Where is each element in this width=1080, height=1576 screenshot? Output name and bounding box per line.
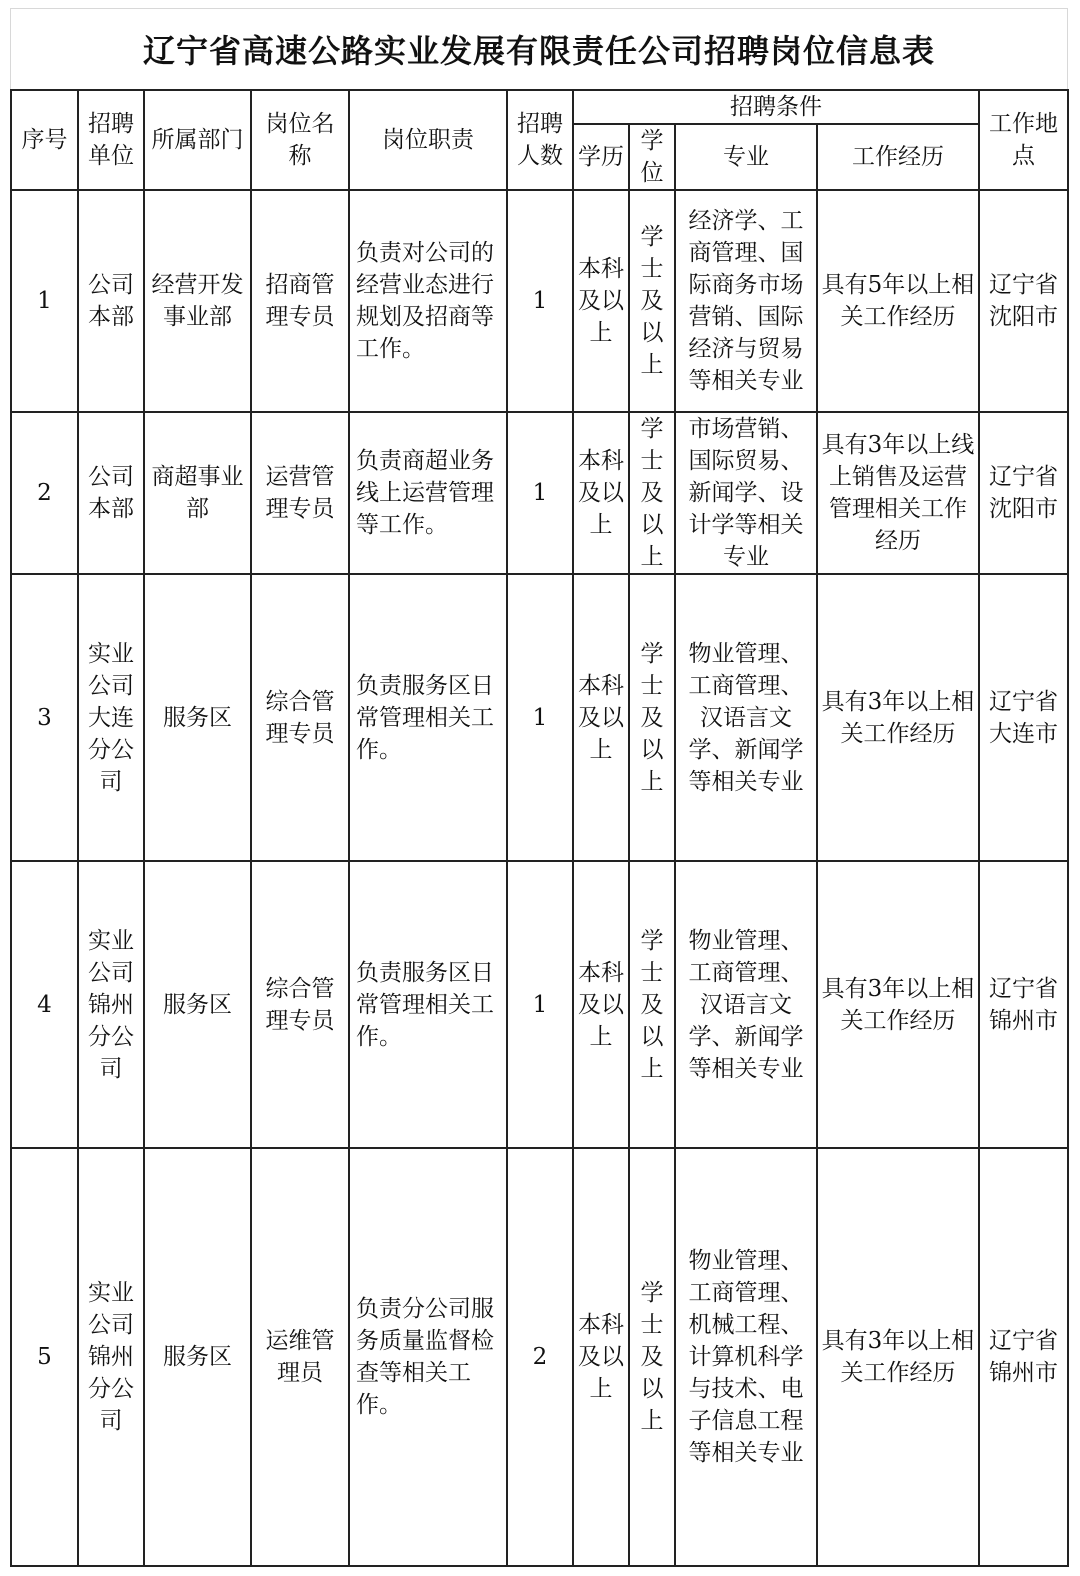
cell-education: 本科及以上 xyxy=(573,861,629,1148)
cell-unit: 实业公司锦州分公司 xyxy=(78,861,144,1148)
cell-seq: 4 xyxy=(11,861,78,1148)
cell-position: 招商管理专员 xyxy=(251,190,349,412)
table-row xyxy=(11,190,1068,412)
recruitment-table xyxy=(10,89,1069,1567)
header-position: 岗位名称 xyxy=(251,90,349,190)
header-education: 学历 xyxy=(573,124,629,190)
cell-degree: 学士及以上 xyxy=(629,1148,675,1566)
table-row xyxy=(11,412,1068,574)
cell-education: 本科及以上 xyxy=(573,574,629,861)
cell-count: 1 xyxy=(507,574,573,861)
cell-degree: 学士及以上 xyxy=(629,412,675,574)
header-major: 专业 xyxy=(675,124,817,190)
cell-education: 本科及以上 xyxy=(573,190,629,412)
cell-major: 经济学、工商管理、国际商务市场营销、国际经济与贸易等相关专业 xyxy=(675,190,817,412)
cell-unit: 实业公司锦州分公司 xyxy=(78,1148,144,1566)
cell-experience: 具有3年以上相关工作经历 xyxy=(817,861,979,1148)
cell-seq: 2 xyxy=(11,412,78,574)
header-dept: 所属部门 xyxy=(144,90,251,190)
cell-duty: 负责对公司的经营业态进行规划及招商等工作。 xyxy=(349,190,507,412)
header-degree: 学位 xyxy=(629,124,675,190)
header-unit: 招聘单位 xyxy=(78,90,144,190)
cell-position: 综合管理专员 xyxy=(251,574,349,861)
cell-location: 辽宁省锦州市 xyxy=(979,861,1068,1148)
header-experience: 工作经历 xyxy=(817,124,979,190)
cell-experience: 具有5年以上相关工作经历 xyxy=(817,190,979,412)
cell-experience: 具有3年以上相关工作经历 xyxy=(817,574,979,861)
cell-seq: 1 xyxy=(11,190,78,412)
cell-dept: 服务区 xyxy=(144,1148,251,1566)
cell-degree: 学士及以上 xyxy=(629,574,675,861)
cell-experience: 具有3年以上线上销售及运营管理相关工作经历 xyxy=(817,412,979,574)
header-seq: 序号 xyxy=(11,90,78,190)
cell-position: 综合管理专员 xyxy=(251,861,349,1148)
cell-duty: 负责分公司服务质量监督检查等相关工作。 xyxy=(349,1148,507,1566)
cell-major: 物业管理、工商管理、机械工程、计算机科学与技术、电子信息工程等相关专业 xyxy=(675,1148,817,1566)
cell-location: 辽宁省锦州市 xyxy=(979,1148,1068,1566)
cell-dept: 商超事业部 xyxy=(144,412,251,574)
cell-degree: 学士及以上 xyxy=(629,190,675,412)
header-row-top xyxy=(11,90,1068,124)
cell-duty: 负责服务区日常管理相关工作。 xyxy=(349,574,507,861)
cell-location: 辽宁省沈阳市 xyxy=(979,190,1068,412)
cell-duty: 负责服务区日常管理相关工作。 xyxy=(349,861,507,1148)
cell-education: 本科及以上 xyxy=(573,412,629,574)
cell-location: 辽宁省大连市 xyxy=(979,574,1068,861)
table-row xyxy=(11,1148,1068,1566)
document-title: 辽宁省高速公路实业发展有限责任公司招聘岗位信息表 xyxy=(10,8,1068,89)
cell-count: 1 xyxy=(507,861,573,1148)
cell-major: 物业管理、工商管理、汉语言文学、新闻学等相关专业 xyxy=(675,861,817,1148)
cell-location: 辽宁省沈阳市 xyxy=(979,412,1068,574)
cell-experience: 具有3年以上相关工作经历 xyxy=(817,1148,979,1566)
cell-education: 本科及以上 xyxy=(573,1148,629,1566)
cell-major: 市场营销、国际贸易、新闻学、设计学等相关专业 xyxy=(675,412,817,574)
cell-dept: 经营开发事业部 xyxy=(144,190,251,412)
cell-unit: 实业公司大连分公司 xyxy=(78,574,144,861)
cell-position: 运维管理员 xyxy=(251,1148,349,1566)
cell-degree: 学士及以上 xyxy=(629,861,675,1148)
cell-seq: 3 xyxy=(11,574,78,861)
cell-seq: 5 xyxy=(11,1148,78,1566)
cell-count: 2 xyxy=(507,1148,573,1566)
cell-duty: 负责商超业务线上运营管理等工作。 xyxy=(349,412,507,574)
cell-major: 物业管理、工商管理、汉语言文学、新闻学等相关专业 xyxy=(675,574,817,861)
header-duty: 岗位职责 xyxy=(349,90,507,190)
cell-count: 1 xyxy=(507,190,573,412)
cell-unit: 公司本部 xyxy=(78,190,144,412)
cell-count: 1 xyxy=(507,412,573,574)
header-location: 工作地点 xyxy=(979,90,1068,190)
header-conditions: 招聘条件 xyxy=(573,90,979,124)
cell-dept: 服务区 xyxy=(144,574,251,861)
table-row xyxy=(11,861,1068,1148)
cell-dept: 服务区 xyxy=(144,861,251,1148)
cell-unit: 公司本部 xyxy=(78,412,144,574)
table-row xyxy=(11,574,1068,861)
cell-position: 运营管理专员 xyxy=(251,412,349,574)
header-count: 招聘人数 xyxy=(507,90,573,190)
